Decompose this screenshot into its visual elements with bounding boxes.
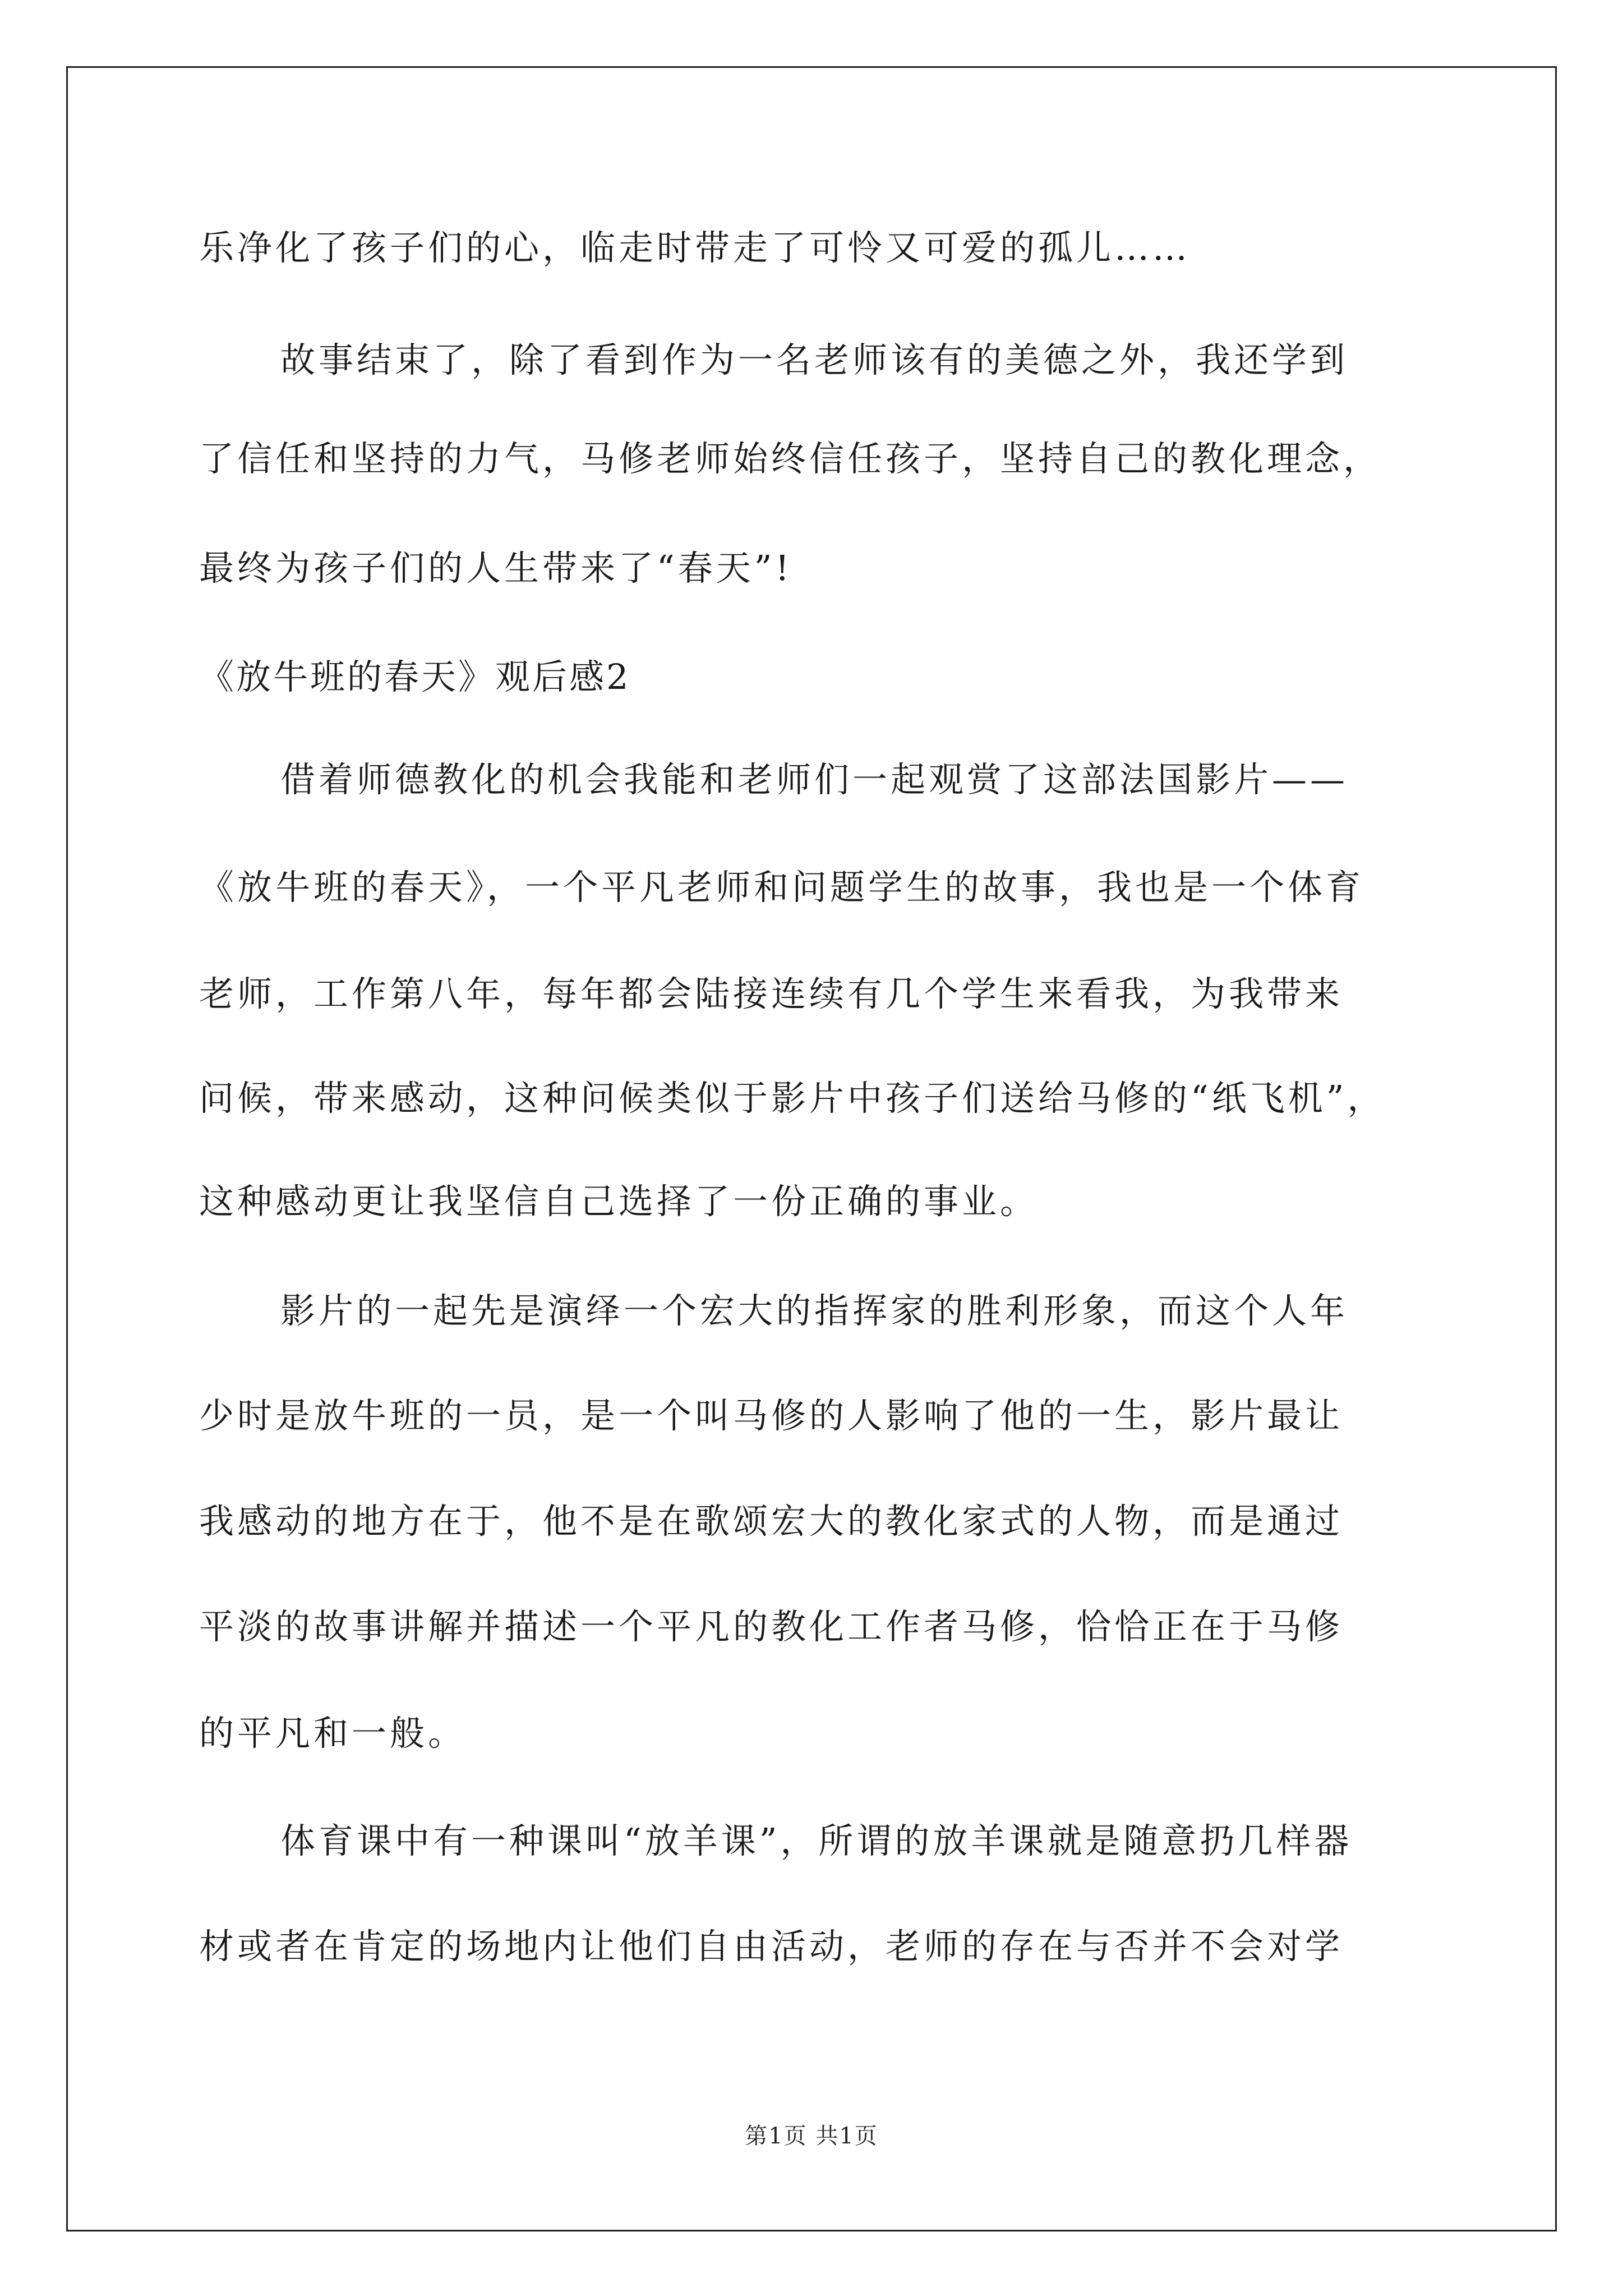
text-line: 的平凡和一般。: [199, 1713, 467, 1754]
text-line: 平淡的故事讲解并描述一个平凡的教化工作者马修，恰恰正在于马修: [199, 1606, 1344, 1647]
text-line: 借着师德教化的机会我能和老师们一起观赏了这部法国影片——: [280, 759, 1349, 800]
text-line: 影片的一起先是演绎一个宏大的指挥家的胜利形象，而这个人年: [280, 1290, 1349, 1331]
text-line: 少时是放牛班的一员，是一个叫马修的人影响了他的一生，影片最让: [199, 1395, 1344, 1436]
text-line: 体育课中有一种课叫“放羊课”，所谓的放羊课就是随意扔几样器: [280, 1820, 1353, 1861]
page-footer: 第1页 共1页: [745, 2123, 878, 2149]
text-line: 材或者在肯定的场地内让他们自由活动，老师的存在与否并不会对学: [199, 1926, 1344, 1967]
text-line: 了信任和坚持的力气，马修老师始终信任孩子，坚持自己的教化理念，: [199, 438, 1382, 479]
text-line: 《放牛班的春天》，一个平凡老师和问题学生的故事，我也是一个体育: [199, 867, 1364, 908]
text-line: 乐净化了孩子们的心，临走时带走了可怜又可爱的孤儿……: [199, 227, 1191, 268]
text-line: 这种感动更让我坚信自己选择了一份正确的事业。: [199, 1181, 1039, 1222]
text-line: 我感动的地方在于，他不是在歌颂宏大的教化家式的人物，而是通过: [199, 1501, 1344, 1542]
section-heading: 《放牛班的春天》观后感2: [199, 656, 631, 697]
text-line: 最终为孩子们的人生带来了“春天”!: [199, 547, 793, 588]
text-line: 故事结束了，除了看到作为一名老师该有的美德之外，我还学到: [280, 339, 1349, 380]
page-border: [66, 66, 1557, 2231]
text-line: 老师，工作第八年，每年都会陆接连续有几个学生来看我，为我带来: [199, 973, 1344, 1014]
text-line: 问候，带来感动，这种问候类似于影片中孩子们送给马修的“纸飞机”，: [199, 1078, 1386, 1119]
